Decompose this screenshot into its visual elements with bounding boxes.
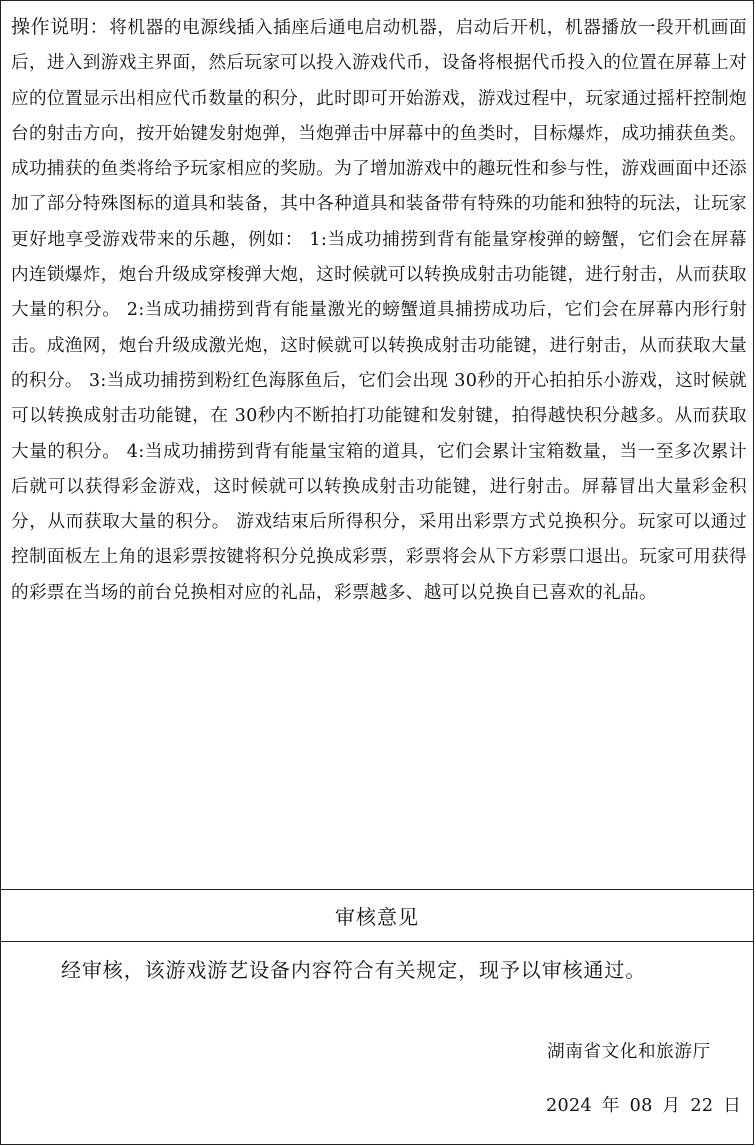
review-body-section (1, 942, 753, 1144)
instructions-paragraph (11, 10, 747, 611)
review-date: 2024 年 08 月 22 日 (546, 1096, 742, 1116)
review-header: 审核意见 (335, 905, 419, 929)
instructions-label: 操作说明： (11, 16, 110, 38)
instructions-body: 将机器的电源线插入插座后通电启动机器，启动后开机，机器播放一段开机画面后，进入到游戏主界面，然后玩家可以投入游戏代币，设备将根据代币投入的位置在屏幕上对应的位置显示出相应代币数量的积分，此时即可开始游戏，游戏过程中，玩家通过摇杆控制炮台的射击方向，按开始键发射炮弹，当炮弹击中屏幕中的鱼类时，目标爆炸，成功捕获鱼类。成功捕获的鱼类将给予玩家相应的奖励。为了增加游戏中的趣玩性和参与性，游戏画面中还添加了部分特殊图标的道具和装备，其中各种道具和装备带有特殊的功能和独特的玩法，让玩家更好地享受游戏带来的乐趣，例如： 1:当成功捕捞到背有能量穿梭弹的螃蟹，它们会在屏幕内连锁爆炸，炮台升级成穿梭弹大炮，这时候就可以转换成射击功能键，进行射击，从而获取大量的积分。 2:当成功捕捞到背有能量激光的螃蟹道具捕捞成功后，它们会在屏幕内形行射击。成渔网，炮台升级成激光炮，这时候就可以转换成射击功能键，进行射击，从而获取大量的积分。 3:当成功捕捞到粉红色海豚鱼后，它们会出现 30秒的开心拍拍乐小游戏，这时候就可以转换成射击功能键，在 30秒内不断拍打功能键和发射键，拍得越快积分越多。从而获取大量的积分。 4:当成功捕捞到背有能量宝箱的道具，它们会累计宝箱数量，当一至多次累计后就可以获得彩金游戏，这时候就可以转换成射击功能键，进行射击。屏幕冒出大量彩金积分，从而获取大量的积分。 游戏结束后所得积分，采用出彩票方式兑换积分。玩家可以通过控制面板左上角的退彩票按键将积分兑换成彩票，彩票将会从下方彩票口退出。玩家可用获得的彩票在当场的前台兑换相对应的礼品，彩票越多、越可以兑换自已喜欢的礼品。 (11, 18, 747, 603)
review-authority: 湖南省文化和旅游厅 (547, 1042, 711, 1062)
review-header-section (1, 890, 753, 942)
review-opinion: 经审核，该游戏游艺设备内容符合有关规定，现予以审核通过。 (61, 958, 647, 982)
instructions-section (1, 1, 753, 890)
